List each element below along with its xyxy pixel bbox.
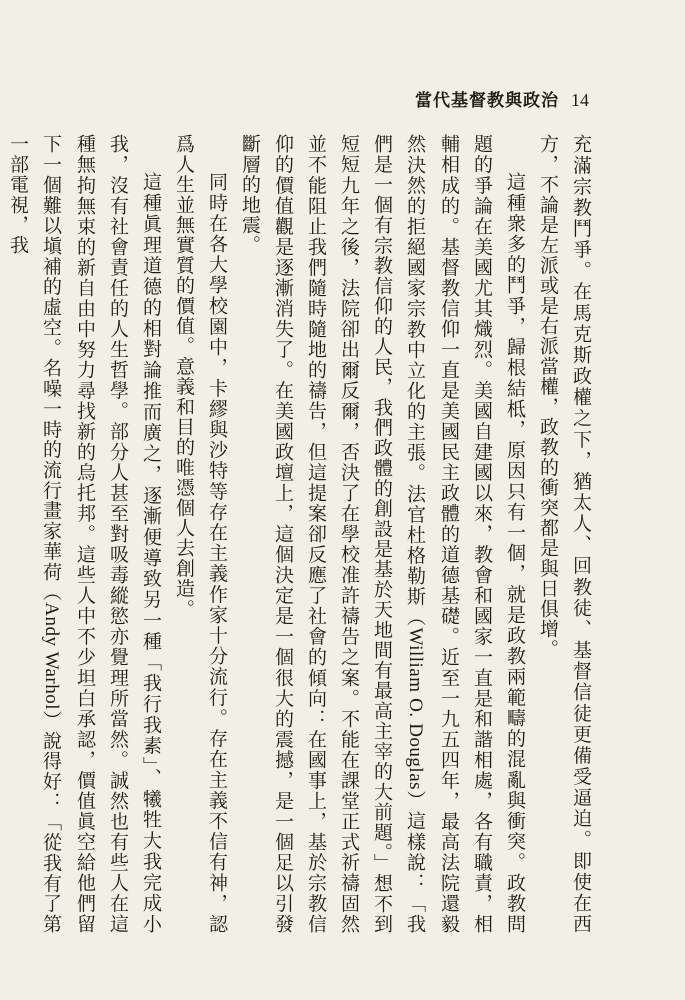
paragraph [233,134,531,934]
paragraph [1,134,167,934]
running-header [415,86,589,111]
text-run: ）這樣說：「我們是一個有宗教信仰的人民，我們政體的創設是基於天地間有最高主宰的大前題。」想不到短短九年之後，法院卻出爾反爾，否決了在學校准許禱告之案。不能在課堂正式祈禱固然並不能阻止我們隨時隨地的禱告，但這提案卻反應了社會的傾向：在國事上，基於宗教信仰的價值觀是逐漸消失了。在美國政壇上，這個決定是一個很大的震撼，是一個足以引發斷層的地震。 [239,134,426,934]
paragraph [167,134,233,934]
page-number: 14 [571,90,589,110]
text-run: 同時在各大學校園中，卡繆與沙特等存在主義作家十分流行。存在主義不信有神，認爲人生並無實質的價值。意義和目的唯憑個人去創造。 [173,134,228,934]
vertical-body-text [7,134,597,934]
running-header-title: 當代基督教與政治 [415,91,559,111]
latin-name: Andy Warhol [41,602,62,711]
text-run: 這種衆多的鬥爭，歸根結柢，原因只有一個，就是政教兩範疇的混亂與衝突。政教問題的爭論在美國尤其熾烈。美國自建國以來，教會和國家一直是和諧相處，各有職責，相輔相成的。基督教信仰一直是美國民主政體的道德基礎。近至一九五四年，最高法院還毅然決然的拒絕國家宗教中立化的主張。法官杜格勒斯（ [404,134,526,934]
latin-name: William O. Douglas [405,627,426,791]
text-run: 這種眞理道德的相對論推而廣之，逐漸便導致另一種「我行我素」、犧牲大我完成小我，沒有社會責任的人生哲學。部分人甚至對吸毒縱慾亦覺理所當然。誠然也有些人在這種無拘無束的新自由中努力尋找新的烏托邦。這些人中不少坦白承認，價值眞空給他們留下一個難以塡補的虛空。名噪一時的流行畫家華荷（ [40,134,162,934]
paragraph [531,134,597,934]
text-run: ）說得好：「從我有了第一部電視，我 [7,134,62,934]
text-run: 充滿宗教鬥爭。在馬克斯政權之下，猶太人、回教徒、基督信徒更備受逼迫。即使在西方，不論是左派或是右派當權，政教的衝突都是與日俱增。 [537,134,592,934]
